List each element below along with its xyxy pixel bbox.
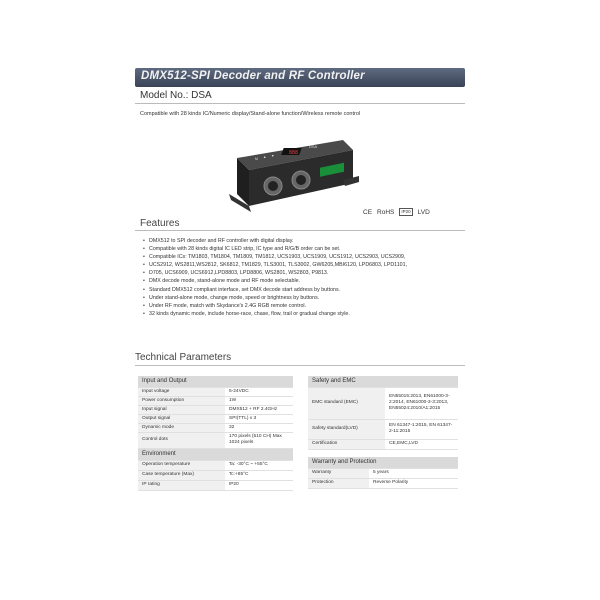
page-title: DMX512-SPI Decoder and RF Controller — [141, 70, 365, 82]
divider — [135, 365, 465, 366]
table-key: Safety standard(LVD) — [308, 419, 385, 439]
table-key: Certification — [308, 439, 385, 449]
divider — [135, 230, 465, 231]
table-value: EN 61347-1:2015, EN 61347-2-11:2015 — [385, 419, 458, 439]
table-key: EMC standard (EMC) — [308, 387, 385, 419]
table-key: Input signal — [138, 405, 225, 414]
display-digits: 888 — [289, 150, 299, 156]
feature-item: • Compatible ICs: TM1803, TM1804, TM1809, TM1812, UCS1903, UCS1909, UCS1912, UCS2903, UCS2909, — [143, 253, 465, 261]
compatibility-text: Compatible with 28 kinds IC/Numeric display/Stand-alone function/Wireless remote control — [140, 111, 361, 117]
table-value: DMX512 + RF 2.4GHz — [225, 405, 293, 414]
table-key: Case temperature (Max) — [138, 470, 225, 480]
table-value: 1W — [225, 396, 293, 405]
button-label-down: ▼ — [271, 154, 275, 158]
table-heading: Environment — [138, 449, 293, 460]
table-key: Operation temperature — [138, 460, 225, 470]
features-list — [143, 237, 465, 318]
divider — [135, 103, 465, 104]
table-key: Dynamic mode — [138, 423, 225, 432]
cert-ip20: IP20 — [401, 209, 411, 214]
table-heading: Warranty and Protection — [308, 457, 458, 468]
feature-item: • Standard DMX512 compliant interface, set DMX decode start address by buttons. — [143, 286, 465, 294]
warranty-table — [308, 457, 458, 489]
table-value: EN55015:2013, EN61000-3-2:2014, EN61000-3-3:2013, EN55024:2010/A1:2015 — [385, 387, 458, 419]
table-value: SPI(TTL) x 3 — [225, 414, 293, 423]
feature-item: • Under stand-alone mode, change mode, speed or brightness by buttons. — [143, 294, 465, 302]
cert-lvd: LVD — [417, 208, 430, 216]
table-heading: Input and Output — [138, 376, 293, 387]
table-value: 5-24VDC — [225, 387, 293, 396]
technical-heading: Technical Parameters — [135, 352, 232, 363]
features-heading: Features — [140, 218, 180, 229]
safety-emc-table — [308, 376, 458, 450]
table-value: IP20 — [225, 480, 293, 490]
table-key: Input voltage — [138, 387, 225, 396]
table-value: 5 years — [369, 468, 458, 478]
table-key: Warranty — [308, 468, 369, 478]
feature-item: • Under RF mode, match with Skydance's 2.4G RGB remote control. — [143, 302, 465, 310]
table-key: Power consumption — [138, 396, 225, 405]
feature-item: • UCS2912, WS2811,WS2812, SK6812, TM1829, TLS3001, TLS3002, GW6205,MBI6120, LPD6803, LPD1101, — [143, 261, 465, 269]
button-label-up: ▲ — [263, 155, 267, 159]
feature-item: • DMX512 to SPI decoder and RF controller with digital display. — [143, 237, 465, 245]
feature-item: • D705, UCS6909, UCS6912,LPD8803, LPD8806, WS2801, WS2803, P9813. — [143, 269, 465, 277]
device-label-text: DSA — [309, 144, 318, 149]
product-image — [225, 128, 360, 213]
button-label-m: M — [255, 157, 258, 161]
input-output-table — [138, 376, 293, 449]
table-key: IP rating — [138, 480, 225, 490]
table-key: Protection — [308, 478, 369, 488]
table-value: Tc:+85°C — [225, 470, 293, 480]
model-number: Model No.: DSA — [140, 90, 212, 101]
table-key: Control dots — [138, 432, 225, 448]
feature-item: • DMX decode mode, stand-alone mode and RF mode selectable. — [143, 277, 465, 285]
environment-table — [138, 449, 293, 491]
table-value: Ta: -30°C ~ +55°C — [225, 460, 293, 470]
table-key: Output signal — [138, 414, 225, 423]
certification-marks — [363, 208, 430, 216]
table-value: CE,EMC,LVD — [385, 439, 458, 449]
feature-item: • Compatible with 28 kinds digital IC LED strip, IC type and R/G/B order can be set. — [143, 245, 465, 253]
table-value: Reverse Polarity — [369, 478, 458, 488]
table-heading: Safety and EMC — [308, 376, 458, 387]
table-value: 32 — [225, 423, 293, 432]
cert-ce: CE — [363, 208, 373, 216]
cert-rohs: RoHS — [377, 208, 395, 216]
xlr-connector-out-core — [296, 175, 306, 185]
feature-item: • 32 kinds dynamic mode, include horse-race, chase, flow, trail or gradual change style. — [143, 310, 465, 318]
table-value: 170 pixels (510 CH) Max 1024 pixels — [225, 432, 293, 448]
title-bar — [135, 68, 465, 87]
xlr-connector-in-core — [268, 181, 278, 191]
